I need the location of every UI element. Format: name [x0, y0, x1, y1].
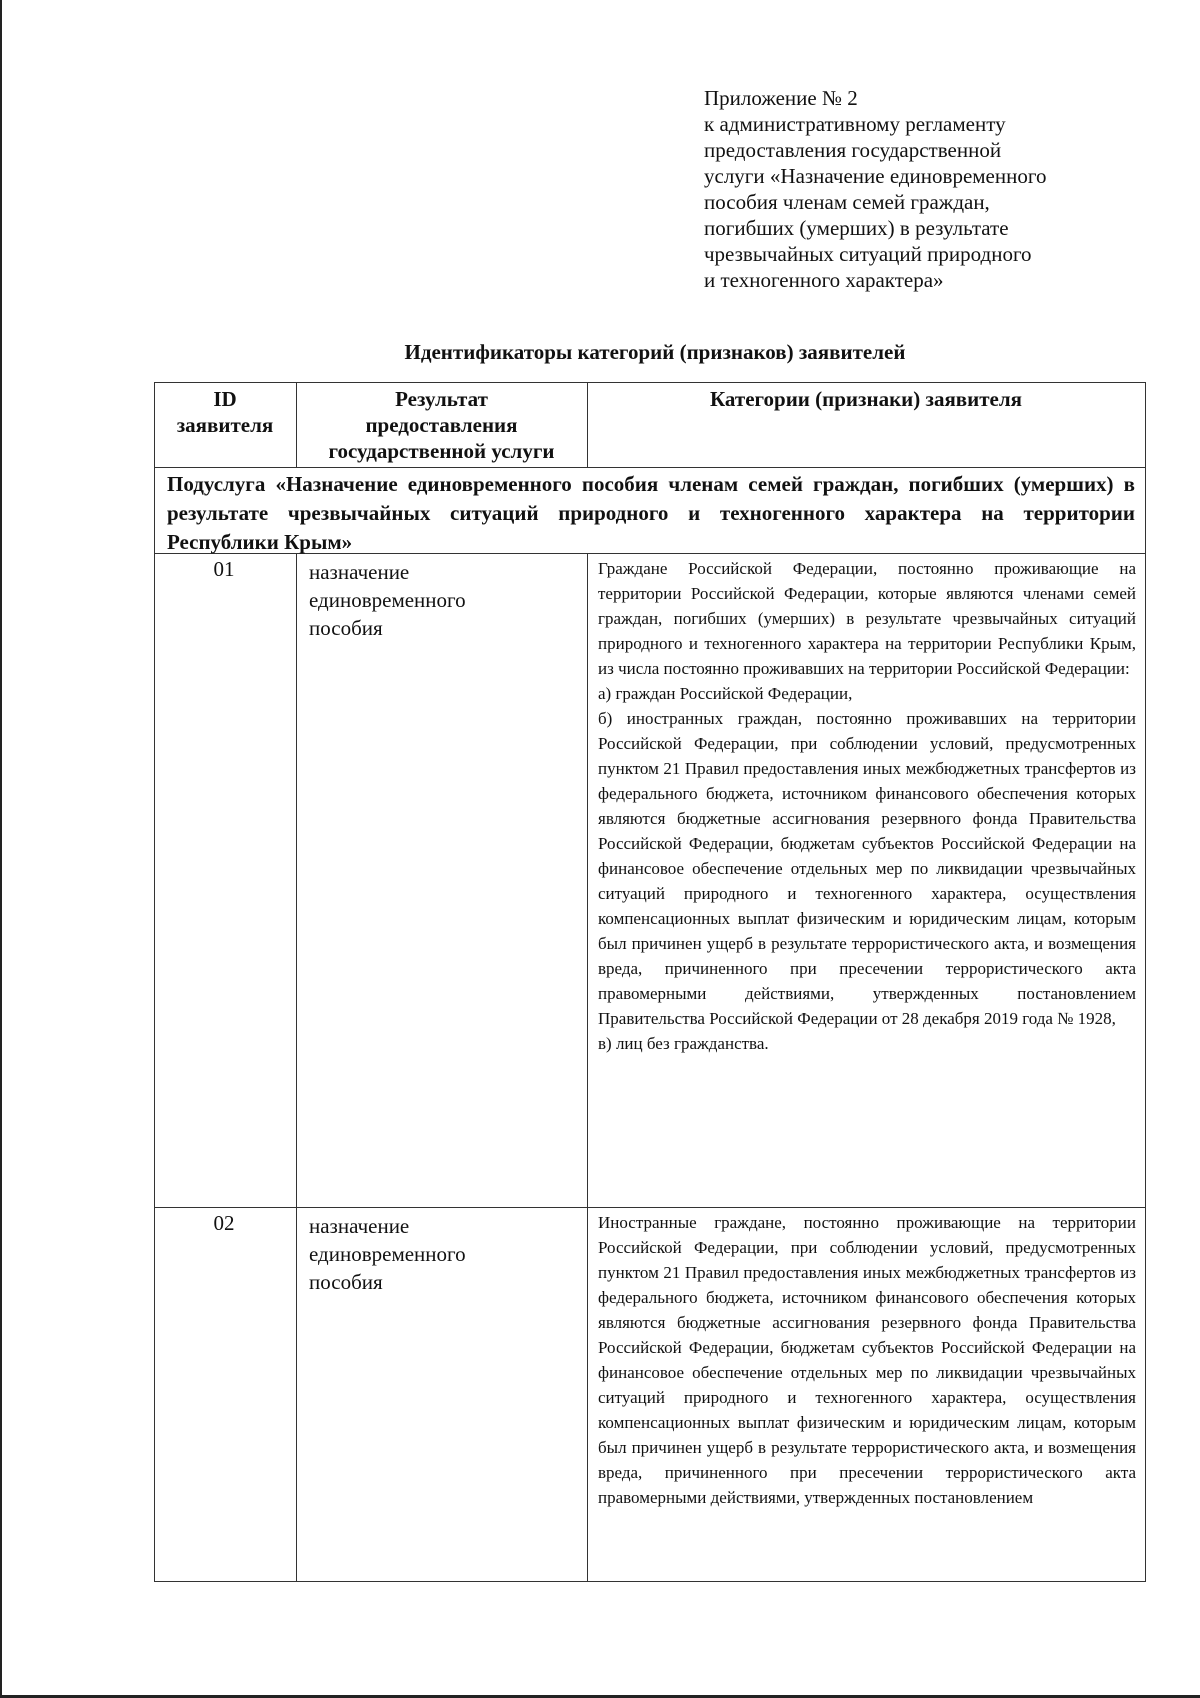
page-edge-left — [0, 0, 2, 1698]
header-id: ID заявителя — [176, 387, 274, 437]
appendix-line: предоставления государственной — [704, 138, 1002, 162]
row-id: 01 — [213, 557, 235, 581]
row-result: назначение единовременного пособия — [309, 560, 466, 640]
row-result: назначение единовременного пособия — [309, 1214, 466, 1294]
document-title: Идентификаторы категорий (признаков) заявителей — [404, 340, 906, 364]
header-categories: Категории (признаки) заявителя — [709, 387, 1023, 411]
appendix-line: к административному регламенту — [704, 112, 1006, 136]
row-categories — [598, 556, 1136, 1056]
row-categories — [598, 1210, 1136, 1510]
header-separator — [154, 467, 1146, 468]
column-divider-id — [296, 553, 297, 1582]
table-border-top — [154, 382, 1146, 383]
appendix-line: Приложение № 2 — [704, 86, 858, 110]
applicant-categories-table — [154, 382, 1146, 1582]
category-paragraph: Иностранные граждане, постоянно проживающие на территории Российской Федерации, при соблюдении условий, предусмотренных пунктом 21 Правил предоставления иных межбюджетных трансфертов из федерального бюджета, источником финансового обеспечения которых являются бюджетные ассигнования резервного фонда Правительства Российской Федерации, бюджетам субъектов Российской Федерации на финансовое обеспечение отдельных мер по ликвидации чрезвычайных ситуаций природного и техногенного характера, осуществления компенсационных выплат физическим и юридическим лицам, которым был причинен ущерб в результате террористического акта, и возмещения вреда, причиненного при пресечении террористического акта правомерными действиями, утвержденных постановлением — [598, 1213, 1136, 1507]
appendix-note — [704, 85, 1124, 293]
appendix-line: и техногенного характера» — [704, 268, 944, 292]
subservice-title: Подуслуга «Назначение единовременного пособия членам семей граждан, погибших (умерших) в результате чрезвычайных ситуаций природного и техногенного характера на территории Республики Крым» — [167, 472, 1135, 554]
header-result: Результат предоставления государственной услуги — [328, 387, 555, 463]
category-paragraph: Граждане Российской Федерации, постоянно проживающие на территории Российской Федерации, которые являются членами семей граждан, погибших (умерших) в результате чрезвычайных ситуаций природного и техногенного характера на территории Республики Крым, из числа постоянно проживавших на территории Российской Федерации: — [598, 559, 1136, 678]
row-id: 02 — [213, 1211, 235, 1235]
category-paragraph: б) иностранных граждан, постоянно проживавших на территории Российской Федерации, при соблюдении условий, предусмотренных пунктом 21 Правил предоставления иных межбюджетных трансфертов из федерального бюджета, источником финансового обеспечения которых являются бюджетные ассигнования резервного фонда Правительства Российской Федерации, бюджетам субъектов Российской Федерации на финансовое обеспечение отдельных мер по ликвидации чрезвычайных ситуаций природного и техногенного характера, осуществления компенсационных выплат физическим и юридическим лицам, которым был причинен ущерб в результате террористического акта, и возмещения вреда, причиненного при пресечении террористического акта правомерными действиями, утвержденных постановлением Правительства Российской Федерации от 28 декабря 2019 года № 1928, — [598, 709, 1136, 1028]
column-divider-result — [587, 553, 588, 1582]
row-separator — [154, 1207, 1146, 1208]
table-border-bottom — [154, 1581, 1146, 1582]
appendix-line: пособия членам семей граждан, — [704, 190, 990, 214]
category-paragraph: в) лиц без гражданства. — [598, 1034, 769, 1053]
table-border-right — [1145, 382, 1146, 1582]
category-paragraph: а) граждан Российской Федерации, — [598, 684, 853, 703]
appendix-line: услуги «Назначение единовременного — [704, 164, 1047, 188]
appendix-line: погибших (умерших) в результате — [704, 216, 1009, 240]
appendix-line: чрезвычайных ситуаций природного — [704, 242, 1032, 266]
